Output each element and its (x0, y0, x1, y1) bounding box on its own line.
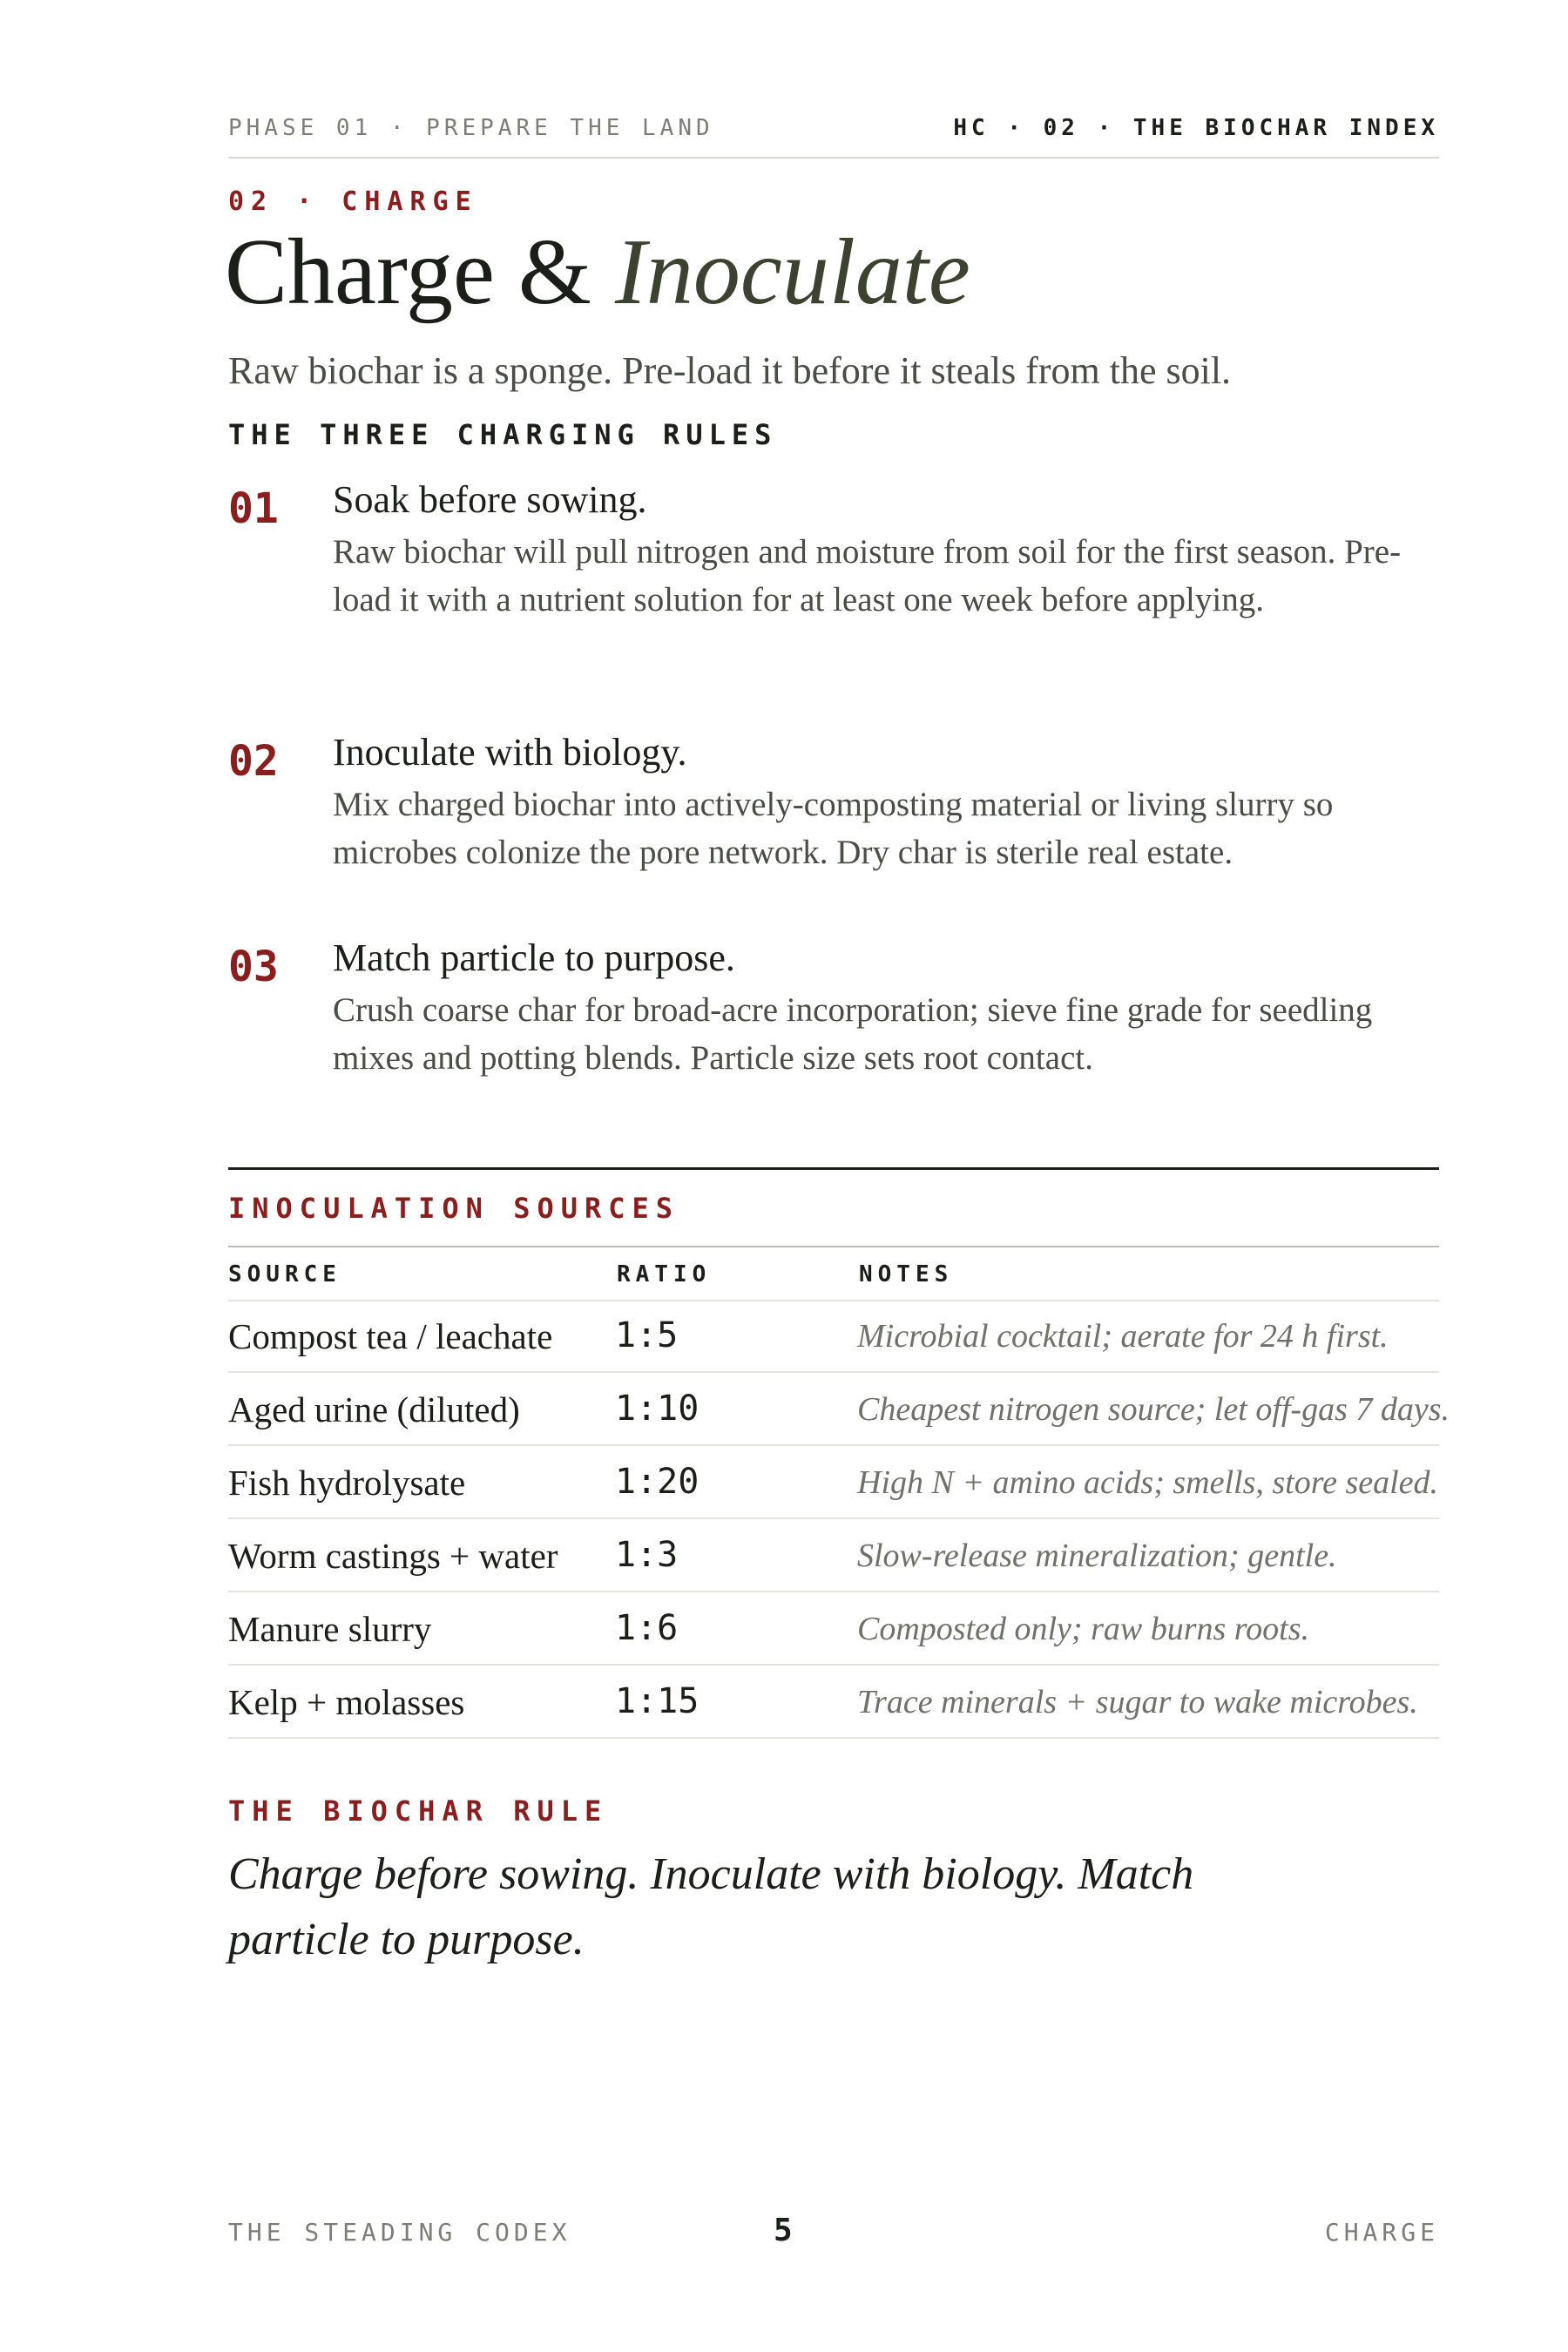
table-row (228, 1300, 1439, 1373)
cell-notes: Cheapest nitrogen source; let off-gas 7 days. (857, 1391, 1450, 1428)
table-header (228, 1246, 1439, 1301)
cell-notes: Slow-release mineralization; gentle. (857, 1538, 1337, 1574)
rule-number: 01 (228, 484, 279, 533)
rule-heading: Soak before sowing. (333, 478, 647, 521)
column-header-source: SOURCE (228, 1261, 341, 1288)
footer-section: CHARGE (1324, 2218, 1439, 2247)
rule-heading: Inoculate with biology. (333, 731, 687, 774)
cell-ratio: 1:15 (615, 1681, 700, 1721)
cell-notes: High N + amino acids; smells, store sealed. (857, 1464, 1439, 1501)
cell-source: Worm castings + water (228, 1536, 558, 1576)
page-title (225, 221, 970, 325)
cell-source: Compost tea / leachate (228, 1316, 553, 1356)
rule-number: 03 (228, 943, 279, 991)
rule-body: Raw biochar will pull nitrogen and moisture from soil for the first season. Pre-load it with a nutrient solution for at least one week before applying. (333, 533, 1402, 619)
table-row (228, 1592, 1439, 1666)
footer-book-title: THE STEADING CODEX (228, 2218, 571, 2247)
cell-ratio: 1:20 (615, 1462, 700, 1502)
cell-source: Manure slurry (228, 1609, 432, 1649)
header-phase: PHASE 01 · PREPARE THE LAND (228, 115, 714, 141)
page (225, 0, 1450, 2352)
cell-notes: Microbial cocktail; aerate for 24 h first. (857, 1318, 1389, 1355)
table-divider (228, 1167, 1439, 1170)
cell-ratio: 1:5 (615, 1315, 679, 1355)
table-row (228, 1373, 1450, 1446)
rules-section-label: THE THREE CHARGING RULES (228, 418, 778, 451)
table-row (228, 1519, 1439, 1592)
cell-source: Aged urine (diluted) (228, 1389, 520, 1429)
chapter-eyebrow: 02 · CHARGE (228, 186, 478, 217)
rule-number: 02 (228, 737, 279, 786)
table-row (228, 1666, 1439, 1739)
table-title: INOCULATION SOURCES (228, 1192, 680, 1225)
rule-body: Crush coarse char for broad-acre incorporation; sieve fine grade for seedling mixes and potting blends. Particle size sets root contact. (333, 991, 1373, 1078)
cell-ratio: 1:6 (615, 1608, 679, 1648)
column-header-ratio: RATIO (617, 1261, 712, 1288)
running-header (228, 112, 1439, 159)
title-main: Charge & (225, 220, 615, 324)
motto-label: THE BIOCHAR RULE (228, 1794, 609, 1828)
title-italic: Inoculate (614, 220, 970, 324)
rule-body: Mix charged biochar into actively-composting material or living slurry so microbes colonize the pore network. Dry char is sterile real estate. (333, 786, 1334, 872)
rule-heading: Match particle to purpose. (333, 936, 735, 979)
cell-source: Kelp + molasses (228, 1682, 465, 1722)
motto-text: Charge before sowing. Inoculate with biology. Match particle to purpose. (228, 1849, 1194, 1965)
cell-notes: Composted only; raw burns roots. (857, 1611, 1310, 1647)
column-header-notes: NOTES (859, 1261, 954, 1288)
table-row (228, 1446, 1439, 1519)
cell-source: Fish hydrolysate (228, 1463, 466, 1503)
lede: Raw biochar is a sponge. Pre-load it before it steals from the soil. (228, 349, 1232, 392)
page-number: 5 (774, 2213, 793, 2248)
cell-ratio: 1:3 (615, 1535, 679, 1575)
header-index: HC · 02 · THE BIOCHAR INDEX (953, 115, 1439, 141)
cell-notes: Trace minerals + sugar to wake microbes. (857, 1684, 1418, 1720)
cell-ratio: 1:10 (615, 1389, 700, 1429)
